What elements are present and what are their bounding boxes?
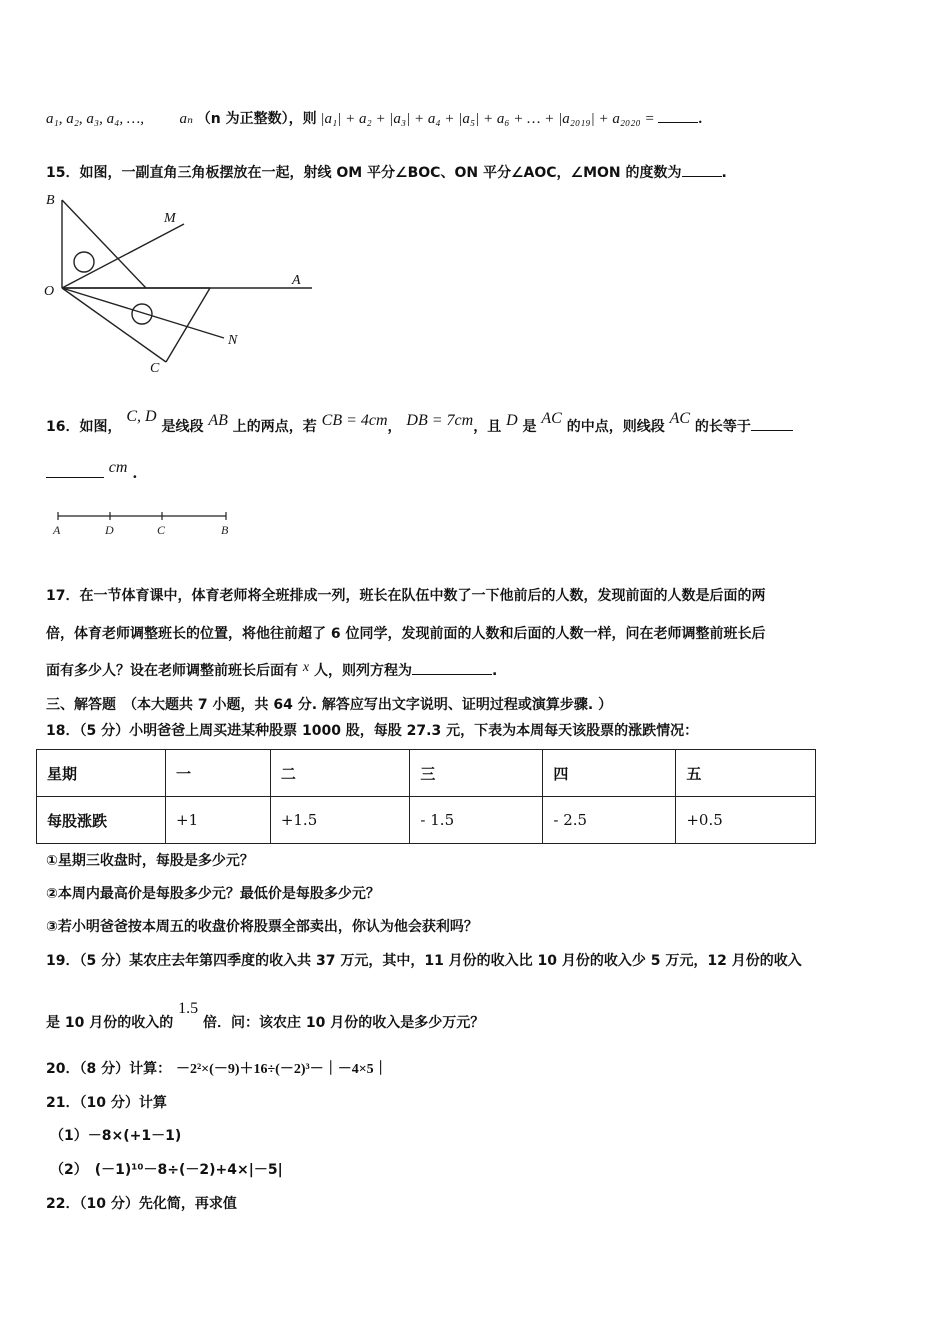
- ray-on: [62, 288, 224, 338]
- triangle-edge-oc: [62, 288, 166, 362]
- triangle-hypotenuse-b: [62, 200, 146, 288]
- q16-text-2: 是线段: [161, 419, 204, 435]
- q17-line-2: 倍，体育老师调整班长的位置，将他往前超了 6 位同学，发现前面的人数和后面的人数一样，问在老师调整前班长后: [46, 626, 766, 642]
- q19-text-2b: 倍．问：该农庄 10 月份的收入是多少万元？: [202, 1015, 485, 1031]
- triangle-hole-lower: [132, 304, 152, 324]
- q16-ab: AB: [208, 412, 228, 429]
- q19-line-1: 19．（5 分）某农庄去年第四季度的收入共 37 万元，其中，11 月份的收入比 10 月份的收入少 5 万元，12 月份的收入: [46, 953, 802, 969]
- q16-text-4: ，且: [473, 419, 502, 435]
- q16-segment-figure: [48, 508, 248, 540]
- q14-expression: |a₁| + a₂ + |a₃| + a₄ + |a₅| + a₆ + … + |a₂₀₁₉| + a₂₀₂₀ =: [320, 111, 655, 127]
- stock-change-table: [36, 749, 816, 844]
- q15-answer-blank[interactable]: [682, 176, 722, 177]
- q16-ac2: AC: [669, 410, 691, 427]
- label-b: B: [46, 193, 55, 208]
- q14-sequence: a₁, a₂, a₃, a₄, …,: [46, 111, 144, 127]
- table-row-change: [37, 797, 816, 844]
- label-a: A: [292, 273, 301, 288]
- q20-question: [46, 1058, 388, 1078]
- table-cell: - 1.5: [410, 797, 543, 844]
- q14-condition: （n 为正整数），则: [196, 111, 317, 127]
- q19-text-2a: 是 10 月份的收入的: [46, 1015, 174, 1031]
- label-c: C: [150, 361, 160, 376]
- q18-sub-2: ②本周内最高价是每股多少元？最低价是每股多少元？: [46, 886, 380, 902]
- q16-answer-blank-2[interactable]: [46, 477, 104, 478]
- q18-sub-3: ③若小明爸爸按本周五的收盘价将股票全部卖出，你认为他会获利吗？: [46, 919, 478, 935]
- seg-label-d: D: [105, 523, 114, 537]
- q19-line-2: [46, 1000, 485, 1032]
- table-cell: +0.5: [676, 797, 816, 844]
- q16-cd: C, D: [126, 408, 157, 425]
- triangle-hole-upper: [74, 252, 94, 272]
- q15-figure: [40, 188, 330, 378]
- q16-answer-blank-1[interactable]: [751, 430, 793, 431]
- q16-text-3: 上的两点，若: [232, 419, 317, 435]
- q14-line: [46, 108, 702, 128]
- q14-answer-blank[interactable]: [658, 122, 698, 123]
- q20-expression: －2²×(－9)＋16÷(－2)³－｜－4×5｜: [175, 1062, 388, 1077]
- section-3-heading: 三、解答题 （本大题共 7 小题，共 64 分. 解答应写出文字说明、证明过程或演算步骤. ）: [46, 697, 613, 713]
- table-cell: 二: [270, 750, 410, 797]
- q17-x: x: [302, 660, 310, 675]
- q14-an: aₙ: [179, 111, 194, 127]
- q19-multiplier: 1.5: [178, 1000, 199, 1017]
- q16-period: .: [132, 464, 138, 482]
- q16-unit: cm: [108, 459, 128, 476]
- q16-question: [46, 408, 793, 436]
- table-cell: +1: [166, 797, 271, 844]
- table-cell: 三: [410, 750, 543, 797]
- q16-cb: CB = 4cm: [321, 412, 388, 429]
- q18-intro: 18．（5 分）小明爸爸上周买进某种股票 1000 股，每股 27.3 元，下表为本周每天该股票的涨跌情况：: [46, 723, 699, 739]
- q20-label: 20．（8 分）计算：: [46, 1061, 172, 1077]
- table-cell: 四: [543, 750, 676, 797]
- q16-text-7: 的长等于: [694, 419, 751, 435]
- q17-period: .: [491, 663, 498, 679]
- q17-line-3: [46, 660, 497, 680]
- q21-sub-2: （2） (－1)¹⁰－8÷(－2)+4×|－5|: [50, 1162, 283, 1178]
- q16-text-5: 是: [522, 419, 537, 435]
- q22-label: 22．（10 分）先化简，再求值: [46, 1196, 237, 1212]
- q14-period: .: [698, 111, 703, 127]
- q17-answer-blank[interactable]: [412, 674, 492, 675]
- q18-sub-1: ①星期三收盘时，每股是多少元？: [46, 853, 254, 869]
- q16-line-2: [46, 459, 138, 483]
- seg-label-a: A: [53, 523, 61, 537]
- q17-text-3a: 面有多少人？设在老师调整前班长后面有: [46, 663, 298, 679]
- triangle-edge-c-top: [166, 288, 210, 362]
- table-cell: +1.5: [270, 797, 410, 844]
- q17-line-1: 17．在一节体育课中，体育老师将全班排成一列，班长在队伍中数了一下他前后的人数，发现前面的人数是后面的两: [46, 588, 766, 604]
- table-cell: 一: [166, 750, 271, 797]
- table-row-weekday: [37, 750, 816, 797]
- ray-om: [62, 224, 184, 288]
- q21-sub-1: （1）－8×(+1－1): [50, 1128, 182, 1144]
- seg-label-c: C: [157, 523, 166, 537]
- q16-prefix: 16．如图，: [46, 419, 122, 435]
- q15-question: [46, 162, 727, 182]
- q16-text-6: 的中点，则线段: [566, 419, 665, 435]
- q16-comma: ，: [387, 419, 402, 435]
- q16-d: D: [506, 412, 518, 429]
- q17-text-3b: 人，则列方程为: [313, 663, 412, 679]
- seg-label-b: B: [221, 523, 229, 537]
- label-m: M: [164, 211, 176, 226]
- table-cell: 每股涨跌: [37, 797, 166, 844]
- label-o: O: [44, 284, 55, 299]
- table-cell: 星期: [37, 750, 166, 797]
- q15-text: 15．如图，一副直角三角板摆放在一起，射线 OM 平分∠BOC、ON 平分∠AOC，∠MON 的度数为: [46, 165, 682, 181]
- q21-label: 21．（10 分）计算: [46, 1095, 167, 1111]
- table-cell: 五: [676, 750, 816, 797]
- q16-db: DB = 7cm: [406, 412, 474, 429]
- label-n: N: [228, 333, 238, 348]
- table-cell: - 2.5: [543, 797, 676, 844]
- q16-ac1: AC: [541, 410, 562, 427]
- q15-period: .: [721, 165, 727, 181]
